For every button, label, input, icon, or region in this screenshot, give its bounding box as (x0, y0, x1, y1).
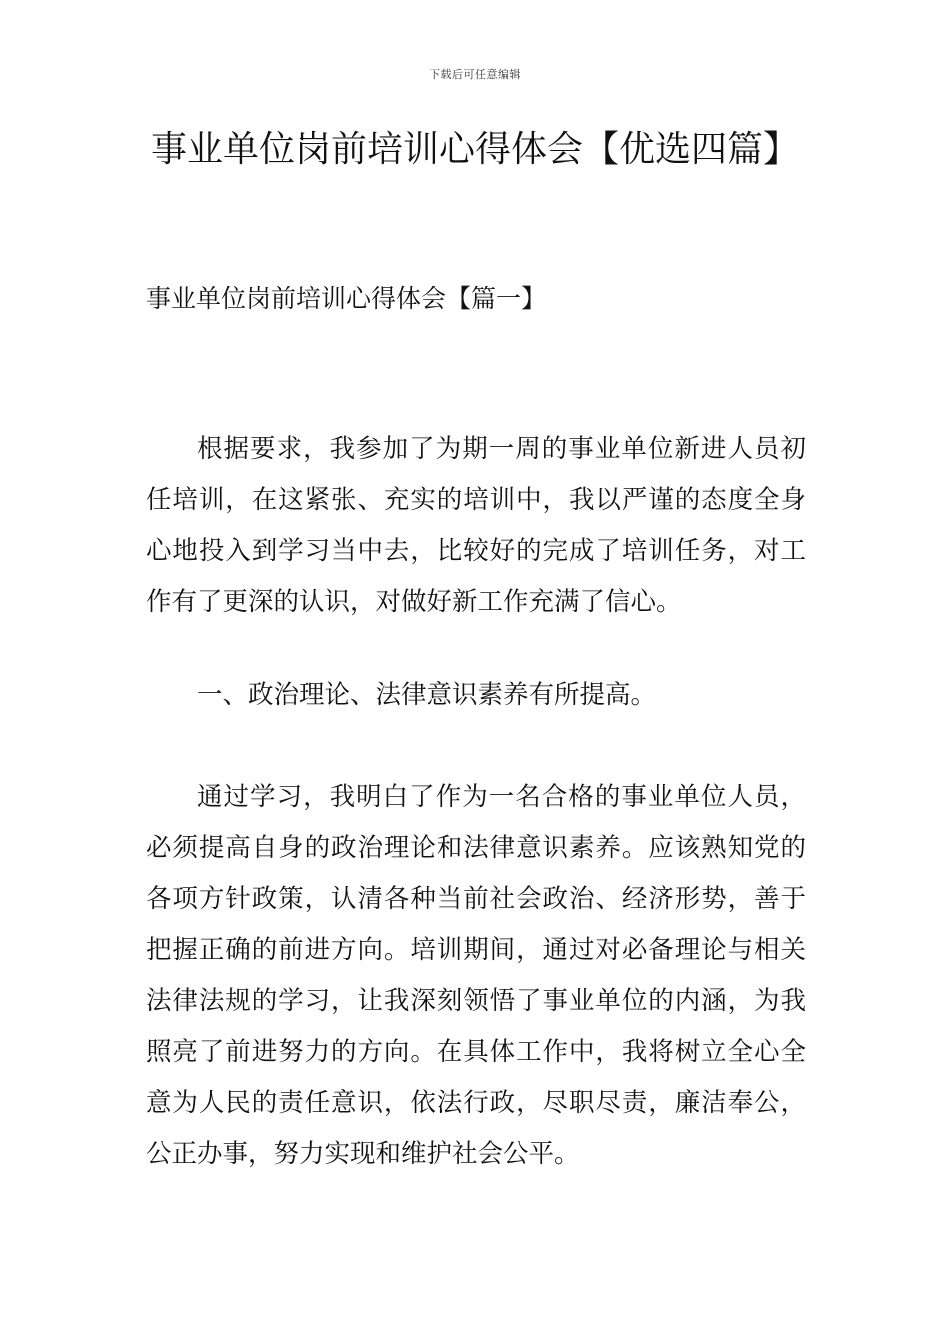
subheading-paragraph: 一、政治理论、法律意识素养有所提高。 (197, 680, 657, 710)
body-paragraph-intro: 根据要求，我参加了为期一周的事业单位新进人员初任培训，在这紧张、充实的培训中，我以严谨的态度全身心地投入到学习当中去，比较好的完成了培训任务，对工作有了更深的认识，对做好新工作充满了信心。 (146, 434, 806, 617)
section-title: 事业单位岗前培训心得体会【篇一】 (146, 284, 547, 313)
body-paragraph-political: 通过学习，我明白了作为一名合格的事业单位人员，必须提高自身的政治理论和法律意识素养。应该熟知党的各项方针政策，认清各种当前社会政治、经济形势，善于把握正确的前进方向。培训期间，通过对必备理论与相关法律法规的学习，让我深刻领悟了事业单位的内涵，为我照亮了前进努力的方向。在具体工作中，我将树立全心全意为人民的责任意识，依法行政，尽职尽责，廉洁奉公，公正办事，努力实现和维护社会公平。 (146, 782, 806, 1169)
header-note: 下载后可任意编辑 (429, 68, 521, 81)
document-title: 事业单位岗前培训心得体会【优选四篇】 (150, 129, 799, 170)
